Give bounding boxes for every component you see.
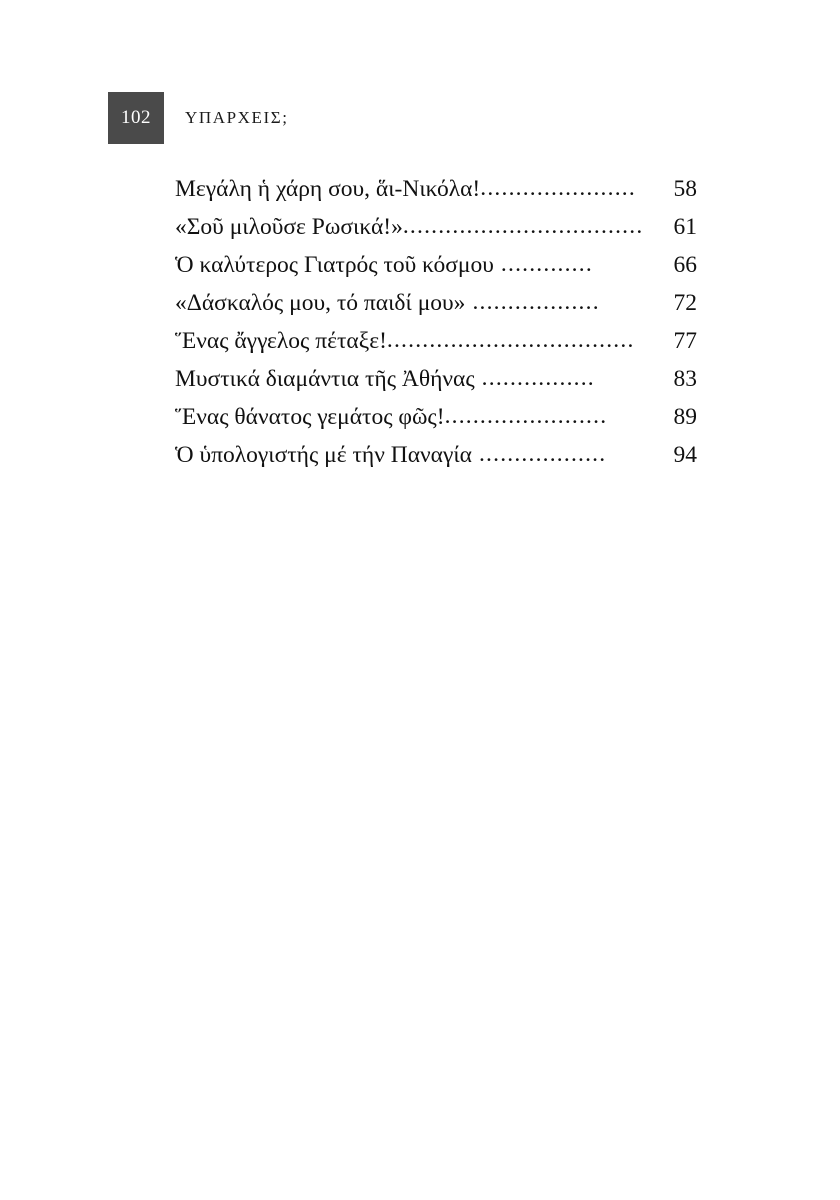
toc-entry-page: 77 xyxy=(673,328,697,354)
toc-entry-title: Μυστικά διαμάντια τῆς Ἀθήνας xyxy=(175,366,475,392)
toc-entry-leader: .................. xyxy=(472,291,600,315)
toc-entry-title: Ὁ καλύτερος Γιατρός τοῦ κόσμου xyxy=(175,252,494,278)
toc-entry-page: 72 xyxy=(673,290,697,316)
toc-entry[interactable] xyxy=(175,368,697,406)
toc-entry-title: Μεγάλη ἡ χάρη σου, ἅι-Νικόλα! xyxy=(175,176,481,202)
toc-entry[interactable] xyxy=(175,292,697,330)
toc-entry-page: 58 xyxy=(673,176,697,202)
page-number-badge: 102 xyxy=(108,92,164,144)
toc-entry-title: Ἕνας θάνατος γεμάτος φῶς! xyxy=(175,404,445,430)
toc-entry-page: 83 xyxy=(673,366,697,392)
toc-entry[interactable] xyxy=(175,254,697,292)
toc-entry-title: «Σοῦ μιλοῦσε Ρωσικά!» xyxy=(175,214,403,240)
toc-entry[interactable] xyxy=(175,216,697,254)
toc-entry[interactable] xyxy=(175,178,697,216)
toc-entry-leader: ................................... xyxy=(386,329,635,353)
toc-entry-leader: .................................. xyxy=(402,215,644,239)
toc-entry-leader: ............. xyxy=(500,253,593,277)
running-header-title: ΥΠΑΡΧΕΙΣ; xyxy=(185,108,289,127)
toc-entry-leader: ....................... xyxy=(444,405,608,429)
toc-entry-page: 66 xyxy=(673,252,697,278)
toc-entry-title: «Δάσκαλός μου, τό παιδί μου» xyxy=(175,290,466,316)
toc-entry[interactable] xyxy=(175,330,697,368)
toc-entry-page: 89 xyxy=(673,404,697,430)
toc-entry-title: Ὁ ὑπολογιστής μέ τήν Παναγία xyxy=(175,442,472,468)
toc-entry-leader: ................ xyxy=(481,367,595,391)
toc-entry-page: 94 xyxy=(673,442,697,468)
running-header xyxy=(108,92,289,144)
toc-entry-title: Ἕνας ἄγγελος πέταξε! xyxy=(175,328,387,354)
toc-entry-leader: ...................... xyxy=(480,177,636,201)
toc-entry[interactable] xyxy=(175,406,697,444)
table-of-contents xyxy=(175,178,697,482)
toc-entry[interactable] xyxy=(175,444,697,482)
toc-entry-leader: .................. xyxy=(478,443,607,467)
toc-entry-page: 61 xyxy=(673,214,697,240)
